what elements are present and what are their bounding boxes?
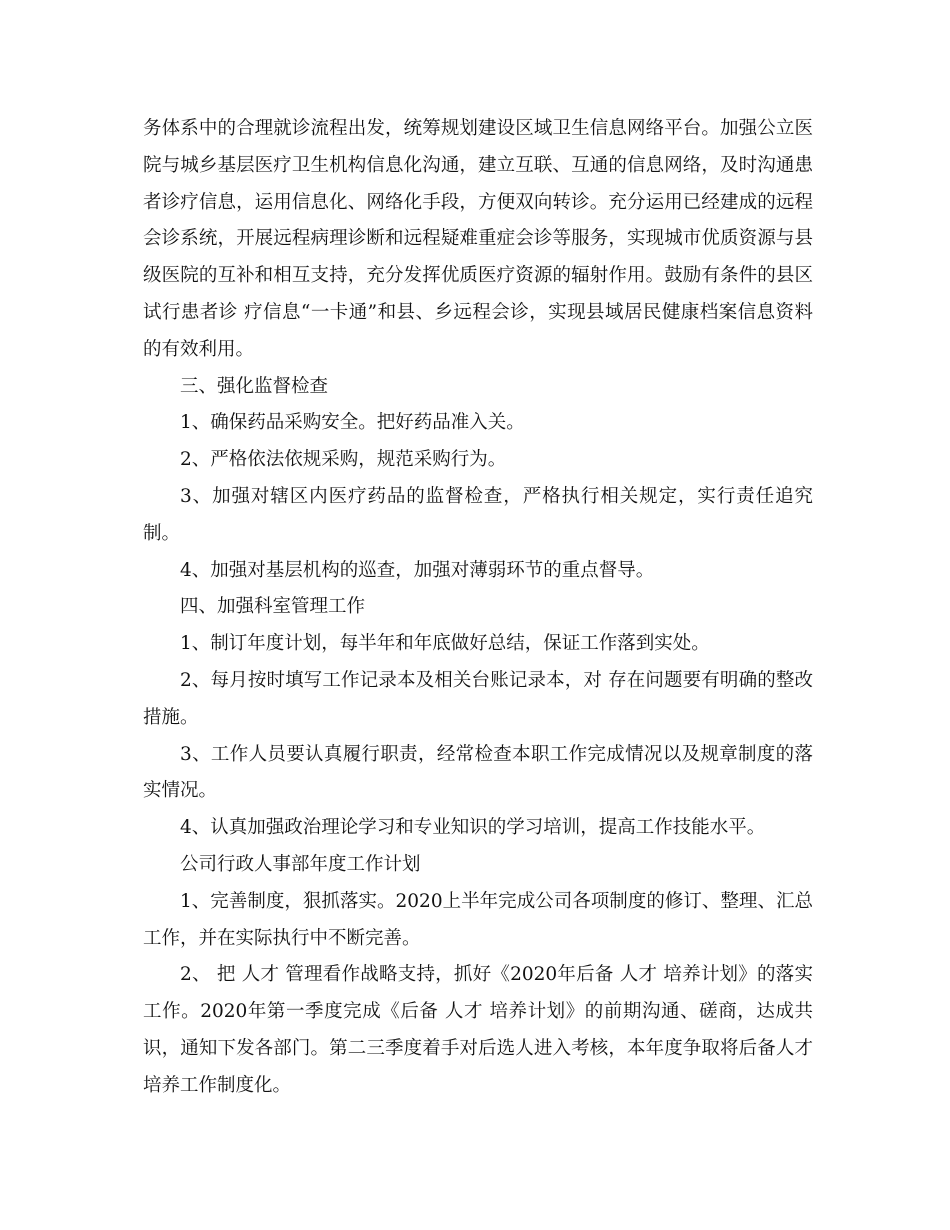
section-heading-supervision: 三、强化监督检查 <box>180 375 329 397</box>
section-heading-hr-plan: 公司行政人事部年度工作计划 <box>180 853 421 875</box>
section-heading-department-management: 四、加强科室管理工作 <box>180 596 366 618</box>
paragraph-intro: 务体系中的合理就诊流程出发，统筹规划建设区域卫生信息网络平台。加强公立医院与城乡基层医疗卫生机构信息化沟通，建立互联、互通的信息网络，及时沟通患者诊疗信息，运用信息化、网络化手段，方便双向转诊。充分运用已经建成的远程会诊系统，开展远程病理诊断和远程疑难重症会诊等服务，实现城市优质资源与县级医院的互补和相互支持，充分发挥优质医疗资源的辐射作用。鼓励有条件的县区试行患者诊 疗信息“一卡通”和县、乡远程会诊，实现县域居民健康档案信息资料的有效利用。 <box>143 118 813 360</box>
list-item: 3、工作人员要认真履行职责，经常检查本职工作完成情况以及规章制度的落实情况。 <box>143 743 813 802</box>
list-item: 1、完善制度，狠抓落实。2020上半年完成公司各项制度的修订、整理、汇总工作，并在实际执行中不断完善。 <box>143 890 813 949</box>
list-item: 4、加强对基层机构的巡查，加强对薄弱环节的重点督导。 <box>180 559 655 581</box>
list-item: 1、制订年度计划，每半年和年底做好总结，保证工作落到实处。 <box>180 633 710 655</box>
list-item: 2、严格依法依规采购，规范采购行为。 <box>180 449 507 471</box>
list-item: 1、确保药品采购安全。把好药品准入关。 <box>180 412 525 434</box>
list-item: 2、每月按时填写工作记录本及相关台账记录本，对 存在问题要有明确的整改措施。 <box>143 669 813 728</box>
list-item: 3、加强对辖区内医疗药品的监督检查，严格执行相关规定，实行责任追究制。 <box>143 485 813 544</box>
list-item: 4、认真加强政治理论学习和专业知识的学习培训，提高工作技能水平。 <box>180 817 766 839</box>
list-item: 2、 把 人才 管理看作战略支持，抓好《2020年后备 人才 培养计划》的落实工作。2020年第一季度完成《后备 人才 培养计划》的前期沟通、磋商，达成共识，通知下发各部门。第二三季度着手对后选人进入考核，本年度争取将后备人才培养工作制度化。 <box>143 964 813 1096</box>
document-body <box>143 111 813 1105</box>
